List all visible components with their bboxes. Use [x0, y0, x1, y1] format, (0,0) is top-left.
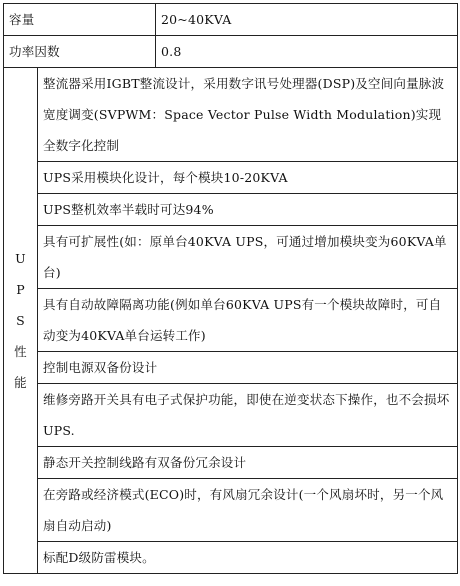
spec-table: [3, 3, 458, 574]
table-row-feature: [4, 162, 458, 194]
feature-power-backup: 控制电源双备份设计: [38, 352, 458, 384]
feature-fan-redundancy: 在旁路或经济模式(ECO)时，有风扇冗余设计(一个风扇坏时，另一个风扇自动启动): [38, 479, 458, 542]
capacity-value: 20~40KVA: [156, 4, 458, 36]
feature-bypass-switch: 维修旁路开关具有电子式保护功能，即使在逆变状态下操作，也不会损坏UPS.: [38, 384, 458, 447]
feature-surge-protection: 标配D级防雷模块。: [38, 542, 458, 574]
ups-performance-label: U P S 性 能: [4, 68, 38, 574]
table-row-feature: [4, 542, 458, 574]
power-factor-label: 功率因数: [4, 36, 156, 68]
feature-rectifier: 整流器采用IGBT整流设计，采用数字讯号处理器(DSP)及空间向量脉波宽度调变(SVPWM：Space Vector Pulse Width Modulation)实现全数字化控制: [38, 68, 458, 162]
table-row-feature: [4, 194, 458, 226]
table-row-feature: [4, 289, 458, 352]
feature-static-switch: 静态开关控制线路有双备份冗余设计: [38, 447, 458, 479]
table-row-feature: [4, 352, 458, 384]
feature-scalability: 具有可扩展性(如：原单台40KVA UPS，可通过增加模块变为60KVA单台): [38, 226, 458, 289]
feature-efficiency: UPS整机效率半载时可达94%: [38, 194, 458, 226]
capacity-label: 容量: [4, 4, 156, 36]
feature-fault-isolation: 具有自动故障隔离功能(例如单台60KVA UPS有一个模块故障时，可自动变为40KVA单台运转工作): [38, 289, 458, 352]
feature-modular: UPS采用模块化设计，每个模块10-20KVA: [38, 162, 458, 194]
power-factor-value: 0.8: [156, 36, 458, 68]
table-row-power-factor: [4, 36, 458, 68]
table-row-capacity: [4, 4, 458, 36]
table-row-feature: [4, 447, 458, 479]
table-row-feature: [4, 479, 458, 542]
table-row-feature: [4, 226, 458, 289]
table-row-feature: [4, 384, 458, 447]
table-row-feature: [4, 68, 458, 162]
